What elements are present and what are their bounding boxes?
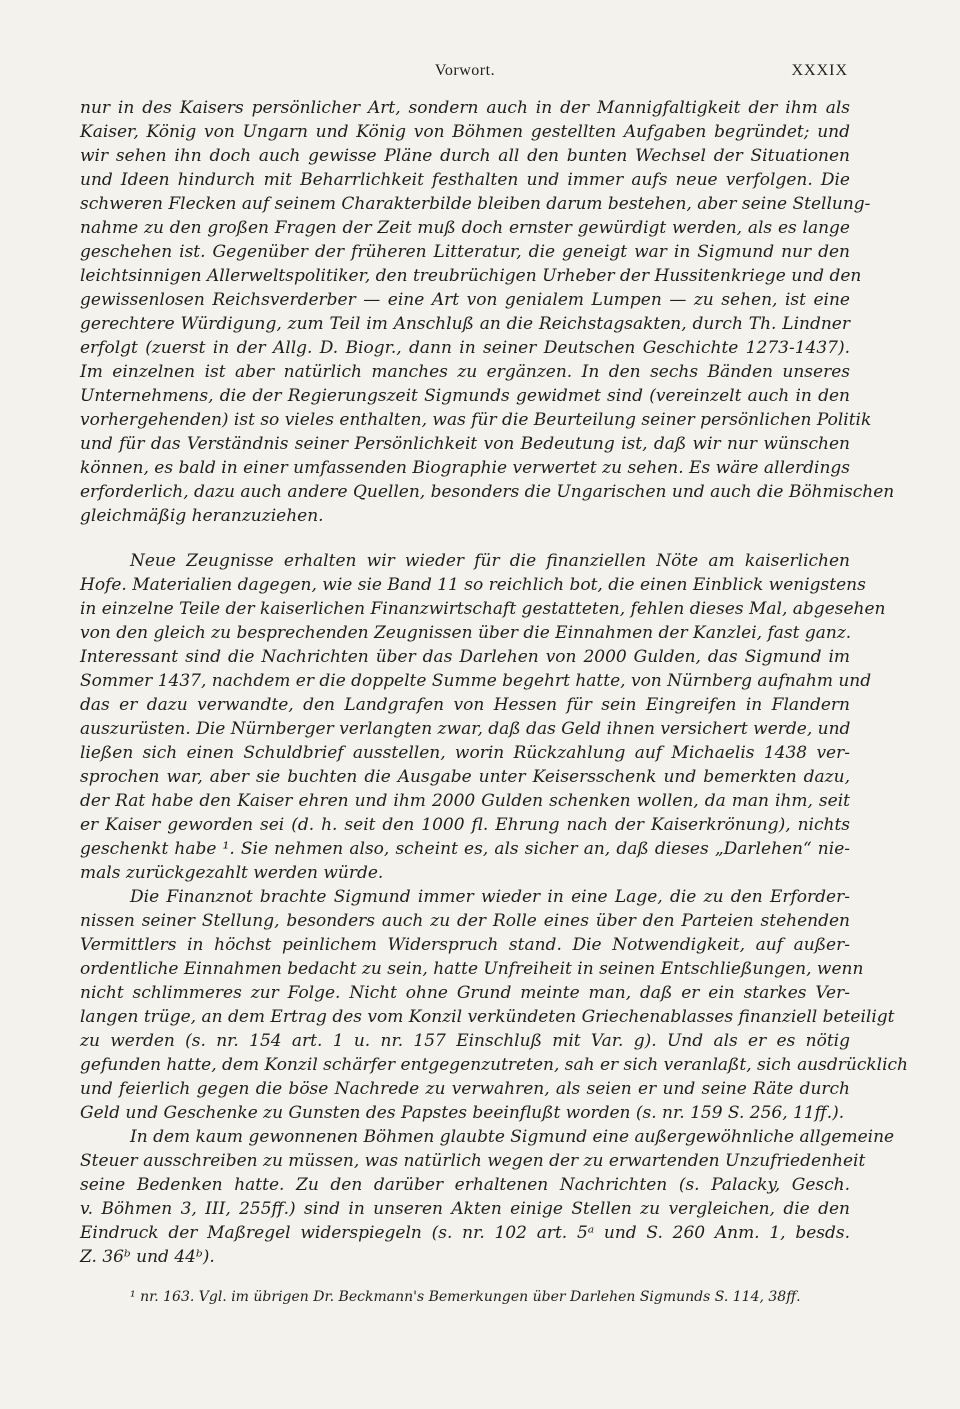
text-line: Sommer 1437, nachdem er die doppelte Summe begehrt hatte, von Nürnberg aufnahm und <box>80 671 872 691</box>
text-line: mals zurückgezahlt werden würde. <box>80 863 384 883</box>
text-line: schweren Flecken auf seinem Charakterbilde bleiben darum bestehen, aber seine Stellung- <box>80 194 871 214</box>
text-line: und für das Verständnis seiner Persönlichkeit von Bedeutung ist, daß wir nur wünschen <box>80 434 850 454</box>
paragraph-1 <box>80 96 895 528</box>
text-line: Vermittlers in höchst peinlichem Widerspruch stand. Die Notwendigkeit, auf außer- <box>80 935 850 955</box>
text-line: gefunden hatte, dem Konzil schärfer entgegenzutreten, sah er sich veranlaßt, sich ausdrücklich <box>80 1055 909 1075</box>
text-line: Unternehmens, die der Regierungszeit Sigmunds gewidmet sind (vereinzelt auch in den <box>80 386 850 406</box>
text-line: und Ideen hindurch mit Beharrlichkeit festhalten und immer aufs neue verfolgen. Die <box>80 170 850 190</box>
text-line: gewissenlosen Reichsverderber — eine Art von genialem Lumpen — zu sehen, ist eine <box>80 290 850 310</box>
text-line: zu werden (s. nr. 154 art. 1 u. nr. 157 Einschluß mit Var. g). Und als er es nötig <box>80 1031 850 1051</box>
text-line: auszurüsten. Die Nürnberger verlangten zwar, daß das Geld ihnen versichert werde, und <box>80 719 851 739</box>
text-line: erfolgt (zuerst in der Allg. D. Biogr., dann in seiner Deutschen Geschichte 1273-1437). <box>80 338 850 358</box>
text-line: In dem kaum gewonnenen Böhmen glaubte Sigmund eine außergewöhnliche allgemeine <box>130 1127 895 1147</box>
text-line: und feierlich gegen die böse Nachrede zu verwahren, als seien er und seine Räte durch <box>80 1079 850 1099</box>
running-title: Vorwort. <box>434 62 496 79</box>
text-line: Geld und Geschenke zu Gunsten des Papstes beeinflußt worden (s. nr. 159 S. 256, 11ff.). <box>80 1103 845 1123</box>
text-line: nahme zu den großen Fragen der Zeit muß doch ernster gewürdigt werden, als es lange <box>80 218 850 238</box>
text-line: nicht schlimmeres zur Folge. Nicht ohne Grund meinte man, daß er ein starkes Ver- <box>80 983 850 1003</box>
text-line: Neue Zeugnisse erhalten wir wieder für die finanziellen Nöte am kaiserlichen <box>130 551 850 571</box>
text-line: vorhergehenden) ist so vieles enthalten, was für die Beurteilung seiner persönlichen Politik <box>80 410 872 430</box>
paragraph-3 <box>80 885 909 1125</box>
text-line: Hofe. Materialien dagegen, wie sie Band 11 so reichlich bot, die einen Einblick wenigstens <box>80 575 866 595</box>
footnote: ¹ nr. 163. Vgl. im übrigen Dr. Beckmann's Bemerkungen über Darlehen Sigmunds S. 114, 38ff. <box>130 1289 801 1305</box>
text-line: Die Finanznot brachte Sigmund immer wieder in eine Lage, die zu den Erforder- <box>130 887 850 907</box>
text-line: geschehen ist. Gegenüber der früheren Litteratur, die geneigt war in Sigmund nur den <box>80 242 850 262</box>
text-line: Kaiser, König von Ungarn und König von Böhmen gestellten Aufgaben begründet; und <box>80 122 850 142</box>
text-line: v. Böhmen 3, III, 255ff.) sind in unseren Akten einige Stellen zu vergleichen, die den <box>80 1199 850 1219</box>
text-line: Steuer ausschreiben zu müssen, was natürlich wegen der zu erwartenden Unzufriedenheit <box>80 1151 866 1171</box>
text-line: der Rat habe den Kaiser ehren und ihm 2000 Gulden schenken wollen, da man ihm, seit <box>80 791 850 811</box>
text-line: ließen sich einen Schuldbrief ausstellen, worin Rückzahlung auf Michaelis 1438 ver- <box>80 743 850 763</box>
text-line: das er dazu verwandte, den Landgrafen von Hessen für sein Eingreifen in Flandern <box>80 695 850 715</box>
text-line: er Kaiser geworden sei (d. h. seit den 1000 fl. Ehrung nach der Kaiserkrönung), nichts <box>80 815 850 835</box>
text-line: von den gleich zu besprechenden Zeugnissen über die Einnahmen der Kanzlei, fast ganz. <box>80 623 852 643</box>
text-line: Z. 36ᵇ und 44ᵇ). <box>80 1247 215 1267</box>
text-line: sprochen war, aber sie buchten die Ausgabe unter Keisersschenk und bemerkten dazu, <box>80 767 850 787</box>
text-line: geschenkt habe ¹. Sie nehmen also, scheint es, als sicher an, daß dieses „Darlehen“ nie- <box>80 839 850 859</box>
page-number: XXXIX <box>791 62 848 79</box>
body-text <box>80 96 909 1307</box>
text-line: leichtsinnigen Allerweltspolitiker, den treubrüchigen Urheber der Hussitenkriege und den <box>80 266 862 286</box>
text-line: seine Bedenken hatte. Zu den darüber erhaltenen Nachrichten (s. Palacky, Gesch. <box>80 1175 850 1195</box>
paragraph-4 <box>80 1125 895 1269</box>
text-line: können, es bald in einer umfassenden Biographie verwertet zu sehen. Es wäre allerdings <box>80 458 850 478</box>
text-line: Eindruck der Maßregel widerspiegeln (s. nr. 102 art. 5ᵃ und S. 260 Anm. 1, besds. <box>80 1223 850 1243</box>
text-line: wir sehen ihn doch auch gewisse Pläne durch all den bunten Wechsel der Situationen <box>80 146 850 166</box>
text-line: langen trüge, an dem Ertrag des vom Konzil verkündeten Griechenablasses finanziell beteiligt <box>80 1007 895 1027</box>
text-line: Interessant sind die Nachrichten über das Darlehen von 2000 Gulden, das Sigmund im <box>80 647 850 667</box>
text-line: nur in des Kaisers persönlicher Art, sondern auch in der Mannigfaltigkeit der ihm als <box>80 98 850 118</box>
text-line: gleichmäßig heranzuziehen. <box>80 506 324 526</box>
running-head <box>82 62 848 84</box>
paragraph-2 <box>80 549 886 885</box>
text-line: in einzelne Teile der kaiserlichen Finanzwirtschaft gestatteten, fehlen dieses Mal, abgesehen <box>80 599 886 619</box>
text-line: erforderlich, dazu auch andere Quellen, besonders die Ungarischen und auch die Böhmischen <box>80 482 895 502</box>
text-line: gerechtere Würdigung, zum Teil im Anschluß an die Reichstagsakten, durch Th. Lindner <box>80 314 850 334</box>
text-line: Im einzelnen ist aber natürlich manches zu ergänzen. In den sechs Bänden unseres <box>80 362 850 382</box>
text-line: ordentliche Einnahmen bedacht zu sein, hatte Unfreiheit in seinen Entschließungen, wenn <box>80 959 864 979</box>
text-line: nissen seiner Stellung, besonders auch zu der Rolle eines über den Parteien stehenden <box>80 911 850 931</box>
